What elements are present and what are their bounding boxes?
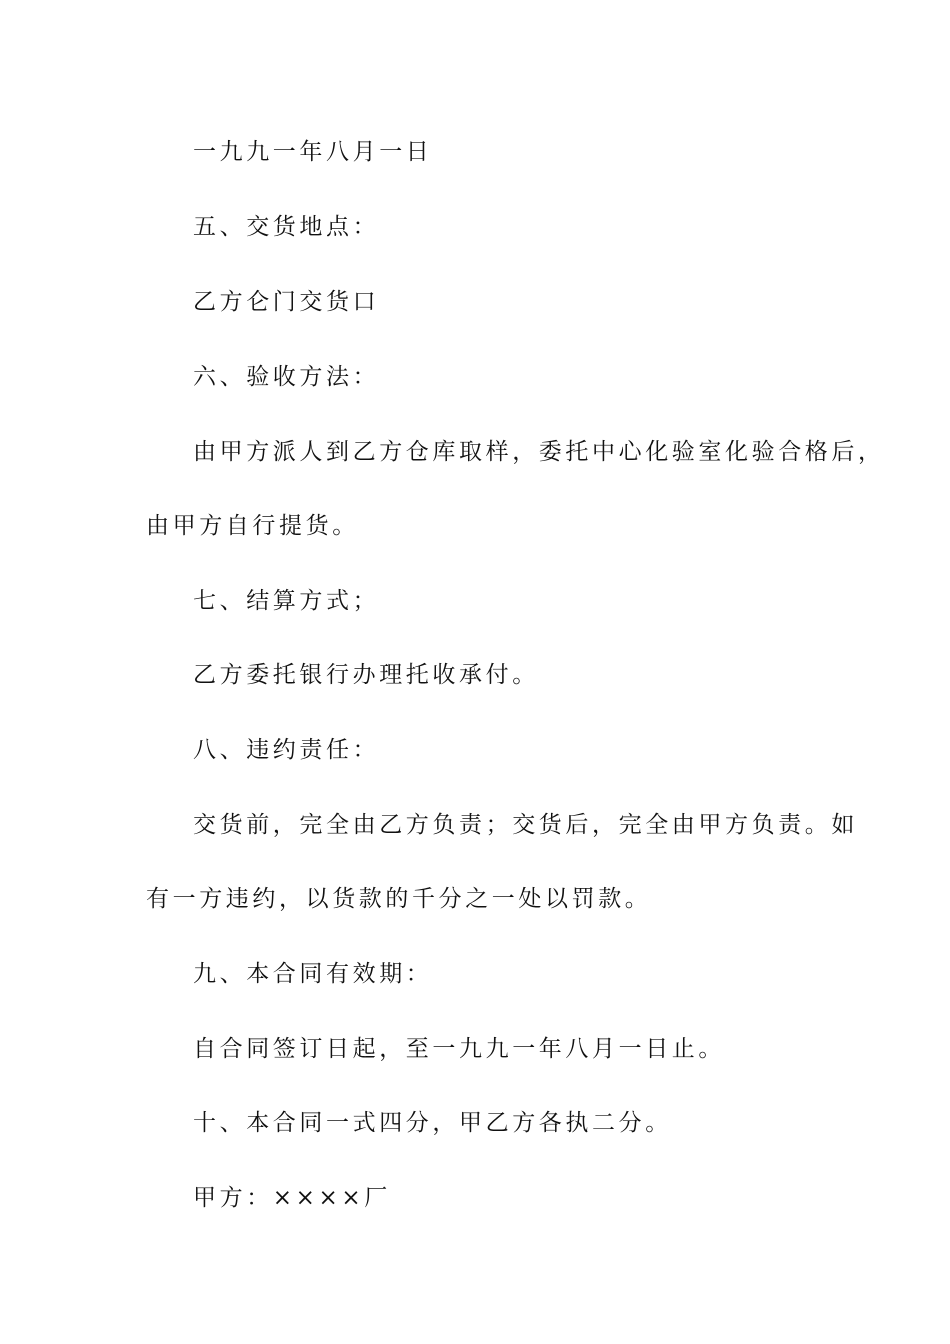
section-7-heading: 七、结算方式； xyxy=(193,588,380,614)
section-8-body-line-1: 交货前，完全由乙方负责；交货后，完全由甲方负责。如 xyxy=(193,812,858,838)
party-a-line: 甲方：××××厂 xyxy=(193,1185,391,1211)
section-7-body: 乙方委托银行办理托收承付。 xyxy=(193,662,539,688)
section-6-body-line-1: 由甲方派人到乙方仓库取样，委托中心化验室化验合格后， xyxy=(193,439,885,465)
date-line: 一九九一年八月一日 xyxy=(193,139,433,165)
section-6-body-line-2: 由甲方自行提货。 xyxy=(146,513,359,539)
section-10-clause: 十、本合同一式四分，甲乙方各执二分。 xyxy=(193,1110,672,1136)
section-5-heading: 五、交货地点： xyxy=(193,214,380,240)
section-9-body: 自合同签订日起，至一九九一年八月一日止。 xyxy=(193,1036,725,1062)
section-8-body-line-2: 有一方违约，以货款的千分之一处以罚款。 xyxy=(146,886,652,912)
section-9-heading: 九、本合同有效期： xyxy=(193,961,433,987)
section-5-body: 乙方仑门交货口 xyxy=(193,289,380,315)
section-8-heading: 八、违约责任： xyxy=(193,737,380,763)
section-6-heading: 六、验收方法： xyxy=(193,364,380,390)
